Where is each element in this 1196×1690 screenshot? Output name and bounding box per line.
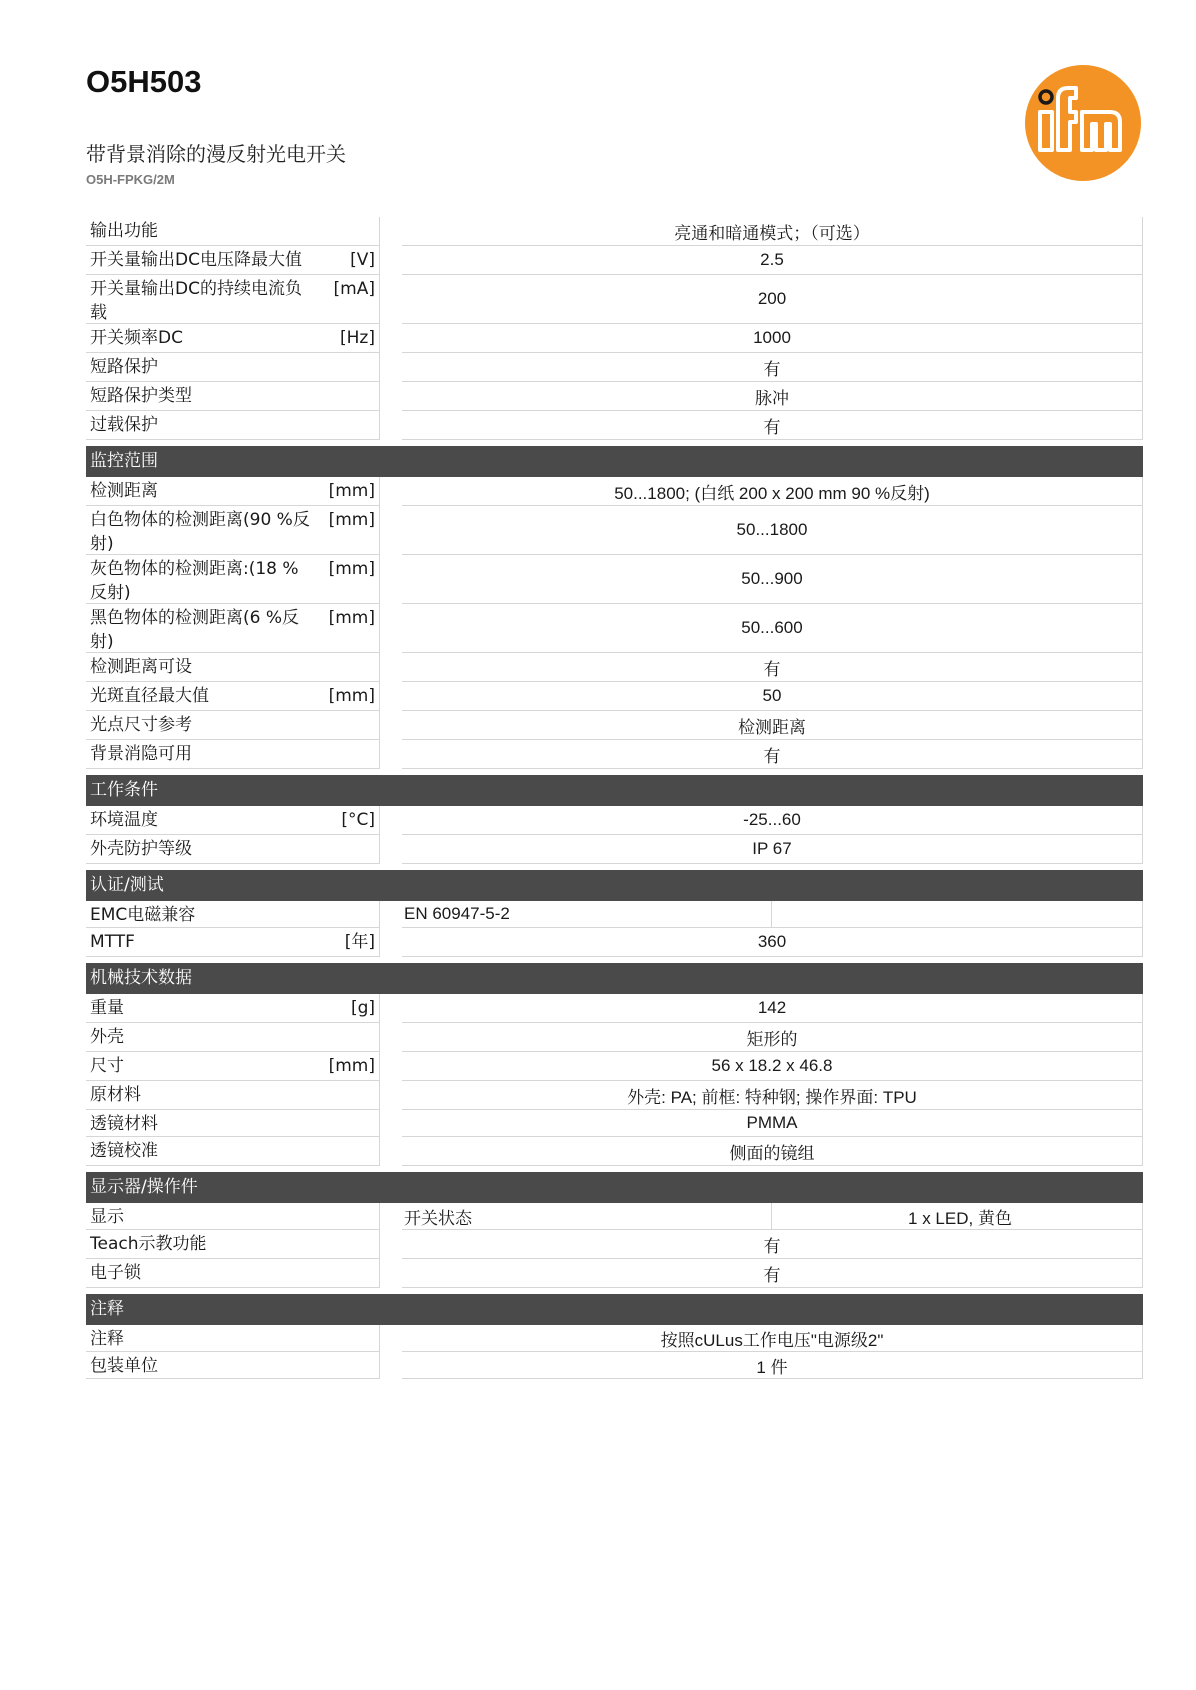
spec-label [86, 246, 380, 275]
section-header: 认证/测试 [86, 870, 1143, 901]
spec-label-text: MTTF [90, 932, 135, 952]
spec-value [402, 901, 1143, 928]
spec-label-text: 包装单位 [90, 1356, 158, 1376]
spec-value: 检测距离 [402, 711, 1143, 740]
spec-row [86, 555, 1143, 604]
spec-table [86, 217, 1143, 1379]
spec-label [86, 217, 380, 246]
spec-row [86, 1352, 1143, 1379]
spec-row [86, 1203, 1143, 1230]
spec-unit: [mm] [328, 1056, 375, 1076]
spec-label-text: 重量 [90, 998, 124, 1018]
spec-label-text: 显示 [90, 1207, 124, 1227]
spec-label [86, 994, 380, 1023]
spec-label [86, 506, 380, 555]
spec-row [86, 506, 1143, 555]
spec-row [86, 711, 1143, 740]
spec-unit: [g] [350, 998, 375, 1018]
spec-label-text: 光点尺寸参考 [90, 715, 192, 735]
product-description: 带背景消除的漫反射光电开关 [86, 142, 346, 166]
spec-row [86, 1023, 1143, 1052]
spec-label-text: 开关量输出DC的持续电流负载 [90, 279, 302, 323]
spec-label-text: 透镜材料 [90, 1114, 158, 1134]
spec-value: 有 [402, 1230, 1143, 1259]
spec-label [86, 1110, 380, 1137]
spec-label [86, 1230, 380, 1259]
spec-label [86, 806, 380, 835]
spec-value [402, 1203, 1143, 1230]
spec-row [86, 653, 1143, 682]
spec-unit: [mm] [328, 559, 375, 579]
spec-unit: [年] [344, 932, 375, 952]
spec-row [86, 928, 1143, 957]
spec-value: 侧面的镜组 [402, 1137, 1143, 1166]
spec-value: 200 [402, 275, 1143, 324]
spec-label-text: 短路保护类型 [90, 386, 192, 406]
spec-value-primary: 开关状态 [402, 1203, 772, 1229]
spec-row [86, 682, 1143, 711]
spec-label-text: 白色物体的检测距离(90 %反射) [90, 510, 310, 554]
spec-label [86, 1081, 380, 1110]
spec-value: 有 [402, 740, 1143, 769]
spec-label [86, 711, 380, 740]
spec-label-text: 灰色物体的检测距离:(18 %反射) [90, 559, 299, 603]
spec-label [86, 1052, 380, 1081]
spec-value: 脉冲 [402, 382, 1143, 411]
spec-value: PMMA [402, 1110, 1143, 1137]
spec-row [86, 1259, 1143, 1288]
spec-label-text: 开关量输出DC电压降最大值 [90, 250, 302, 270]
spec-label-text: 检测距离 [90, 481, 158, 501]
spec-unit: [mm] [328, 481, 375, 501]
spec-label-text: 原材料 [90, 1085, 141, 1105]
spec-label-text: 注释 [90, 1329, 124, 1349]
spec-label-text: 黑色物体的检测距离(6 %反射) [90, 608, 300, 652]
spec-row [86, 411, 1143, 440]
spec-label-text: 开关频率DC [90, 328, 183, 348]
spec-label [86, 1352, 380, 1379]
spec-value: 50...1800 [402, 506, 1143, 555]
spec-value: 按照cULus工作电压"电源级2" [402, 1325, 1143, 1352]
spec-label-text: 过载保护 [90, 415, 158, 435]
spec-label-text: Teach示教功能 [90, 1234, 207, 1254]
spec-row [86, 477, 1143, 506]
spec-unit: [Hz] [340, 328, 375, 348]
spec-label [86, 555, 380, 604]
spec-unit: [mA] [333, 279, 375, 299]
spec-label [86, 382, 380, 411]
spec-value-secondary: 1 x LED, 黄色 [908, 1208, 1012, 1228]
spec-value: 56 x 18.2 x 46.8 [402, 1052, 1143, 1081]
spec-label [86, 477, 380, 506]
spec-label [86, 411, 380, 440]
spec-label [86, 275, 380, 324]
spec-row [86, 275, 1143, 324]
spec-value: 外壳: PA; 前框: 特种钢; 操作界面: TPU [402, 1081, 1143, 1110]
ifm-logo [1024, 64, 1142, 182]
spec-label-text: 电子锁 [90, 1263, 141, 1283]
spec-label [86, 740, 380, 769]
spec-row [86, 740, 1143, 769]
product-title: O5H503 [86, 64, 202, 99]
spec-unit: [V] [350, 250, 375, 270]
spec-label-text: 透镜校准 [90, 1141, 158, 1161]
spec-label [86, 353, 380, 382]
spec-row [86, 835, 1143, 864]
spec-label [86, 1023, 380, 1052]
spec-value: 有 [402, 411, 1143, 440]
spec-label [86, 1325, 380, 1352]
spec-value: 360 [402, 928, 1143, 957]
spec-label [86, 835, 380, 864]
spec-row [86, 994, 1143, 1023]
spec-label [86, 901, 380, 928]
spec-row [86, 1230, 1143, 1259]
spec-value: 50...600 [402, 604, 1143, 653]
spec-value: 亮通和暗通模式；（可选） [402, 217, 1143, 246]
spec-row [86, 1137, 1143, 1166]
product-code: O5H-FPKG/2M [86, 172, 175, 187]
spec-value: 50 [402, 682, 1143, 711]
spec-value-primary: EN 60947-5-2 [402, 901, 772, 927]
spec-value: 有 [402, 1259, 1143, 1288]
spec-unit: [mm] [328, 686, 375, 706]
spec-value: IP 67 [402, 835, 1143, 864]
section-header: 显示器/操作件 [86, 1172, 1143, 1203]
section-header: 机械技术数据 [86, 963, 1143, 994]
spec-value: 1 件 [402, 1352, 1143, 1379]
spec-label [86, 682, 380, 711]
spec-row [86, 217, 1143, 246]
spec-value: 矩形的 [402, 1023, 1143, 1052]
spec-label [86, 1137, 380, 1166]
spec-value: -25...60 [402, 806, 1143, 835]
spec-label-text: 外壳防护等级 [90, 839, 192, 859]
spec-value: 50...900 [402, 555, 1143, 604]
spec-value: 有 [402, 653, 1143, 682]
spec-row [86, 324, 1143, 353]
section-header: 注释 [86, 1294, 1143, 1325]
spec-value: 有 [402, 353, 1143, 382]
spec-row [86, 604, 1143, 653]
spec-label-text: 环境温度 [90, 810, 158, 830]
spec-label-text: 背景消隐可用 [90, 744, 192, 764]
spec-row [86, 246, 1143, 275]
spec-label [86, 324, 380, 353]
spec-row [86, 1052, 1143, 1081]
spec-row [86, 806, 1143, 835]
spec-label [86, 928, 380, 957]
spec-value: 2.5 [402, 246, 1143, 275]
spec-label [86, 604, 380, 653]
spec-label [86, 653, 380, 682]
spec-label-text: 尺寸 [90, 1056, 124, 1076]
spec-label-text: 光斑直径最大值 [90, 686, 209, 706]
spec-label-text: 外壳 [90, 1027, 124, 1047]
spec-label-text: EMC电磁兼容 [90, 905, 196, 925]
spec-label-text: 检测距离可设 [90, 657, 192, 677]
spec-value: 142 [402, 994, 1143, 1023]
spec-row [86, 382, 1143, 411]
spec-value: 50...1800; (白纸 200 x 200 mm 90 %反射) [402, 477, 1143, 506]
spec-row [86, 1110, 1143, 1137]
spec-row [86, 353, 1143, 382]
spec-row [86, 1325, 1143, 1352]
spec-label [86, 1259, 380, 1288]
spec-unit: [°C] [341, 810, 375, 830]
spec-unit: [mm] [328, 608, 375, 628]
spec-value: 1000 [402, 324, 1143, 353]
spec-row [86, 1081, 1143, 1110]
spec-label-text: 短路保护 [90, 357, 158, 377]
spec-unit: [mm] [328, 510, 375, 530]
section-header: 监控范围 [86, 446, 1143, 477]
spec-row [86, 901, 1143, 928]
section-header: 工作条件 [86, 775, 1143, 806]
spec-label-text: 输出功能 [90, 221, 158, 241]
spec-label [86, 1203, 380, 1230]
